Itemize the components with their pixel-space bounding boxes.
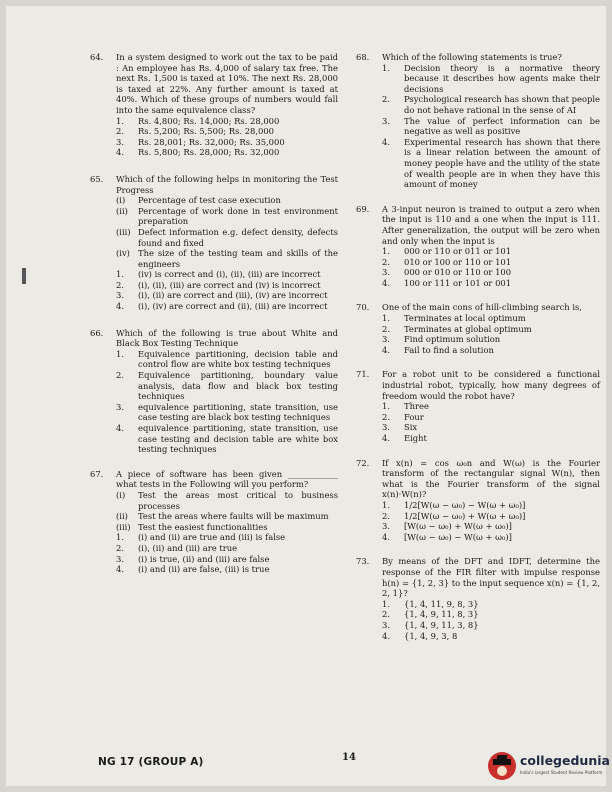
question-item [356,369,600,443]
option-text: Test the areas where faults will be maximum [138,511,329,522]
option-text: Equivalence partitioning, boundary value analysis, data flow and black box testing techniques [138,370,338,402]
option-text: Percentage of test case execution [138,195,281,206]
option-label: 1. [382,401,390,412]
question-number: 72. [356,457,370,468]
option-text: Fail to find a solution [404,344,494,355]
answer-option [116,543,338,554]
option-label: 2. [382,256,390,267]
answer-option [382,422,600,433]
option-label: 4. [382,630,390,641]
option-label: 1. [382,62,390,73]
answer-option [116,126,338,137]
question-number: 66. [90,327,104,338]
answer-option [382,137,600,190]
option-text: Equivalence partitioning, decision table and control flow are white box testing techniques [138,348,338,370]
answer-option [116,554,338,565]
option-label: 2. [382,510,390,521]
answer-option [116,137,338,148]
option-label: 3. [116,290,124,301]
option-text: The size of the testing team and skills of the engineers [138,248,338,269]
option-label: (ii) [116,511,128,522]
option-text: (i) and (ii) are true and (iii) is false [138,532,286,543]
option-label: 1. [382,313,390,324]
brand-name: collegedunia [520,753,610,768]
answer-option [382,345,600,356]
question-stem: Which of the following helps in monitoring the Test Progress [116,173,338,195]
option-text: (iv) is correct and (i), (ii), (iii) are incorrect [138,269,321,280]
answer-option [116,206,338,227]
answer-option [116,490,338,511]
option-text: (i), (ii), (iii) are correct and (iv) is incorrect [138,279,321,290]
option-text: [W(ω − ω₀) − W(ω + ω₀)] [404,531,512,542]
answer-option [116,290,338,301]
answer-option [116,301,338,312]
question-item [90,174,338,312]
option-label: 2. [116,370,124,381]
answer-option [382,609,600,620]
option-text: Psychological research has shown that people do not behave rational in the sense of AI [404,94,600,115]
answer-option [382,116,600,137]
question-item [356,52,600,190]
answer-option [116,423,338,455]
option-label: 3. [382,115,390,126]
option-text: Rs. 5,800; Rs. 28,000; Rs. 32,000 [138,147,280,158]
answer-option [116,349,338,370]
option-text: 000 or 010 or 110 or 100 [404,267,512,278]
option-text: Three [404,401,429,412]
option-label: 4. [116,564,124,575]
option-label: 3. [382,521,390,532]
option-text: {1, 4, 11, 9, 8, 3} [404,598,479,609]
answer-option [382,324,600,335]
option-label: 2. [116,542,124,553]
option-text: Percentage of work done in test environment preparation [138,205,338,227]
right-column [356,52,600,641]
option-text: The value of perfect information can be negative as well as positive [404,115,600,137]
answer-option [382,412,600,423]
question-item [356,556,600,641]
paper-code: NG 17 (GROUP A) [98,756,204,768]
answer-option [382,267,600,278]
option-label: 1. [382,598,390,609]
option-label: 3. [382,267,390,278]
answer-option [116,532,338,543]
answer-option [382,313,600,324]
option-label: 2. [382,609,390,620]
question-number: 67. [90,468,104,479]
option-label: (iii) [116,521,131,532]
question-item [356,302,600,355]
option-text: {1, 4, 9, 3, 8 [404,630,458,641]
option-label: 4. [382,531,390,542]
question-stem: Which of the following is true about White and Black Box Testing Technique [116,327,338,349]
answer-option [116,116,338,127]
option-text: [W(ω − ω₀) + W(ω + ω₀)] [404,521,512,532]
option-label: 4. [116,147,124,158]
question-number: 70. [356,302,370,313]
option-text: Defect information e.g. defect density, defects found and fixed [138,226,338,248]
graduation-cap-icon [493,759,511,765]
answer-option [382,521,600,532]
question-item [90,52,338,158]
answer-option [382,631,600,642]
answer-option [382,334,600,345]
answer-option [382,532,600,543]
brand-logo [488,750,610,782]
option-label: 1. [116,115,124,126]
answer-option [382,94,600,115]
option-label: 1. [116,532,124,543]
binder-mark [22,268,26,284]
answer-option [382,257,600,268]
graduate-icon [488,752,516,780]
answer-option [382,278,600,289]
option-label: (iv) [116,248,130,259]
option-label: 3. [382,422,390,433]
option-label: 3. [116,553,124,564]
question-stem: For a robot unit to be considered a functional industrial robot, typically, how many degrees of freedom would the robot have? [382,369,600,401]
option-label: 1. [382,246,390,257]
option-text: Find optimum solution [404,334,501,345]
question-number: 71. [356,369,370,380]
option-label: 4. [382,344,390,355]
option-text: (i) and (ii) are false, (iii) is true [138,564,270,575]
answer-option [116,370,338,402]
answer-option [382,401,600,412]
question-stem: By means of the DFT and IDFT, determine the response of the FIR filter with impulse response h(n) = {1, 2, 3} to the input sequence x(n) = {1, 2, 2, 1}? [382,556,600,599]
option-label: 2. [116,279,124,290]
answer-option [382,599,600,610]
option-label: (ii) [116,205,128,216]
answer-option [382,620,600,631]
question-stem: Which of the following statements is true? [382,52,562,62]
question-stem: If x(n) = cos ω₀n and W(ω) is the Fourier transform of the rectangular signal W(n), then what is the Fourier transform of the signal x(n)·W(n)? [382,457,600,500]
option-text: 000 or 110 or 011 or 101 [404,246,512,257]
question-number: 68. [356,52,370,62]
option-label: 2. [382,94,390,105]
option-label: 2. [116,126,124,137]
option-text: {1, 4, 9, 11, 8, 3} [404,609,479,620]
answer-option [382,433,600,444]
answer-option [116,511,338,522]
option-label: 3. [116,401,124,412]
option-text: Test the easiest functionalities [138,521,268,532]
option-text: (i), (ii) and (iii) are true [138,542,238,553]
answer-option [116,269,338,280]
option-text: {1, 4, 9, 11, 3, 8} [404,619,479,630]
option-text: (i) is true, (ii) and (iii) are false [138,553,270,564]
option-label: 4. [116,301,124,312]
option-text: Rs. 28,001; Rs. 32,000; Rs. 35,000 [138,136,285,147]
question-stem: In a system designed to work out the tax to be paid : An employee has Rs. 4,000 of salary tax free. The next Rs. 1,500 is taxed at 10%. The next Rs. 28,000 is taxed at 22%. Any further amount is taxed at 40%. Which of these groups of numbers would fall into the same equivalence class? [116,52,338,115]
option-text: Rs. 4,800; Rs. 14,000; Rs. 28,000 [138,115,280,126]
question-number: 64. [90,52,104,62]
left-column [90,52,338,575]
option-label: 3. [382,334,390,345]
option-label: 1. [116,348,124,359]
answer-option [382,63,600,95]
option-label: (i) [116,489,126,500]
option-text: Terminates at global optimum [404,323,532,334]
option-text: Eight [404,433,427,443]
option-text: Test the areas most critical to business processes [138,489,338,511]
answer-option [382,500,600,511]
option-text: Experimental research has shown that there is a linear relation between the amount of money people have and the utility of the state of wealth people are in when they have this amount of money [404,136,600,190]
question-item [90,469,338,575]
answer-option [116,147,338,158]
question-stem: A 3-input neuron is trained to output a zero when the input is 110 and a one when the input is 111. After generalization, the output will be zero when and only when the input is [382,203,600,246]
answer-option [116,280,338,291]
option-label: 2. [382,411,390,422]
answer-option [382,246,600,257]
answer-option [116,402,338,423]
option-text: (i), (iv) are correct and (ii), (iii) are incorrect [138,301,328,312]
option-text: equivalence partitioning, state transition, use case testing are black box testing techniques [138,401,338,423]
option-text: Rs. 5,200; Rs. 5,500; Rs. 28,000 [138,126,275,137]
option-text: 010 or 100 or 110 or 101 [404,256,512,267]
option-label: 3. [116,136,124,147]
question-number: 73. [356,556,370,567]
option-label: 3. [382,619,390,630]
option-text: 100 or 111 or 101 or 001 [404,277,512,288]
answer-option [116,195,338,206]
option-label: 4. [382,433,390,443]
face-icon [497,766,507,776]
option-label: 4. [382,277,390,288]
option-text: 1/2[W(ω − ω₀) + W(ω + ω₀)] [404,510,526,521]
option-label: 1. [116,269,124,280]
question-number: 65. [90,173,104,184]
answer-option [116,227,338,248]
question-stem: One of the main cons of hill-climbing search is, [382,302,582,313]
option-text: Six [404,422,418,433]
answer-option [116,522,338,533]
answer-option [116,248,338,269]
option-label: 1. [382,499,390,510]
option-label: (i) [116,195,126,206]
option-text: Four [404,411,424,422]
question-item [90,328,338,455]
question-item [356,458,600,543]
page-number: 14 [342,752,356,763]
question-item [356,204,600,289]
option-label: 2. [382,323,390,334]
option-text: Terminates at local optimum [404,313,526,324]
option-text: equivalence partitioning, state transition, use case testing and decision table are white box testing techniques [138,423,338,455]
answer-option [116,564,338,575]
brand-tagline: India's largest Student Review Platform [520,770,603,775]
question-number: 69. [356,203,370,214]
question-stem: A piece of software has been given ____________ what tests in the Following will you perform? [116,468,338,490]
option-text: Decision theory is a normative theory because it describes how agents make their decisions [404,62,600,94]
option-label: (iii) [116,226,131,237]
option-label: 4. [116,423,124,433]
option-label: 4. [382,136,390,147]
option-text: (i), (ii) are correct and (iii), (iv) are incorrect [138,290,328,301]
option-text: 1/2[W(ω − ω₀) − W(ω + ω₀)] [404,499,526,510]
answer-option [382,511,600,522]
